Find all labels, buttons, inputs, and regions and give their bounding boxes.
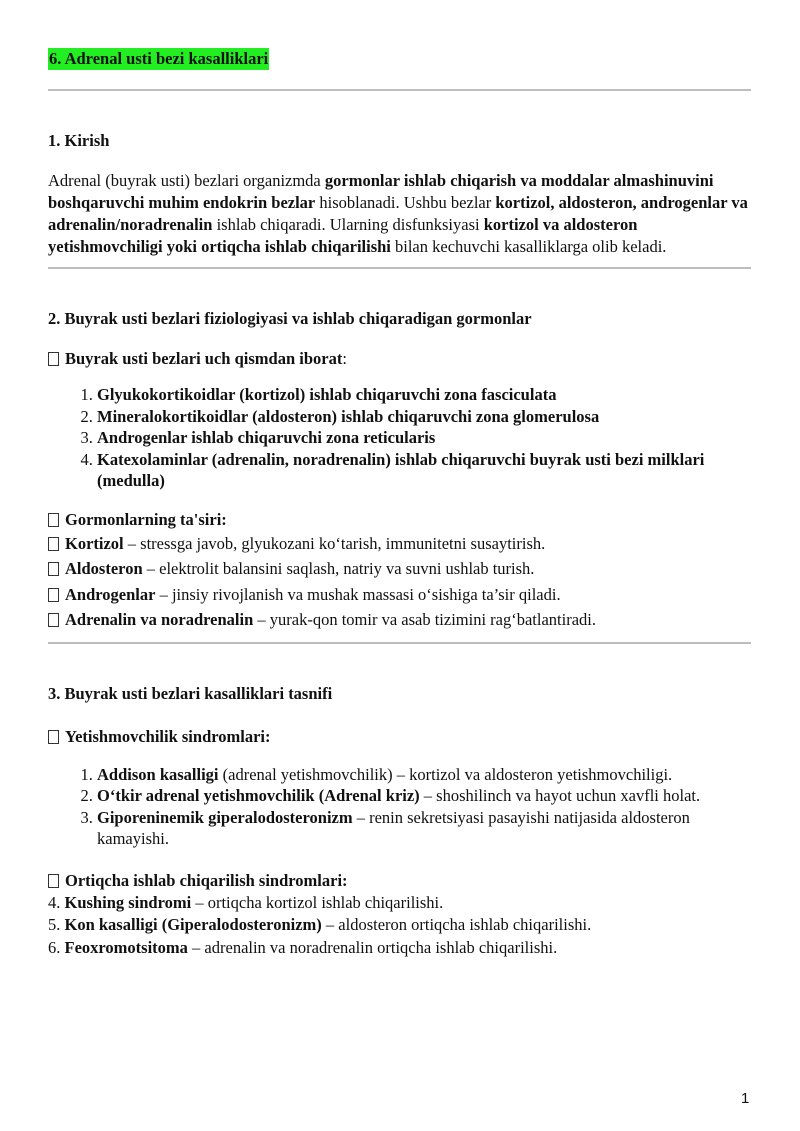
disease-desc: – ortiqcha kortizol ishlab chiqarilishi. (191, 892, 444, 912)
hormone-effect-item (48, 582, 751, 608)
missing-glyph-box-icon (48, 562, 59, 576)
disease-desc: – shoshilinch va hayot uchun xavfli holat. (419, 786, 701, 805)
missing-glyph-box-icon (48, 537, 59, 551)
disease-desc: – renin sekretsiyasi pasayishi natijasida aldosteron kamayishi. (97, 807, 690, 848)
section-3-heading: 3. Buyrak usti bezlari kasalliklari tasnifi (48, 683, 333, 703)
effects-list (48, 531, 751, 633)
intro-text: hisoblanadi. Ushbu bezlar (315, 193, 496, 212)
gland-part-text: Glyukokortikoidlar (kortizol) ishlab chiqaruvchi zona fasciculata (97, 385, 557, 404)
missing-glyph-box-icon (48, 874, 59, 888)
disease-name: Addison kasalligi (97, 764, 219, 784)
disease-name: Kushing sindromi (64, 892, 192, 912)
hormone-name: Androgenlar (65, 584, 156, 604)
excess-item (48, 892, 751, 915)
page-number: 1 (741, 1090, 750, 1107)
deficiency-item (97, 785, 751, 807)
intro-text: ishlab chiqaradi. Ularning disfunksiyasi (212, 215, 484, 234)
section-2-heading: 2. Buyrak usti bezlari fiziologiyasi va ishlab chiqaradigan gormonlar (48, 309, 532, 328)
missing-glyph-box-icon (48, 613, 59, 627)
hormone-effect-desc: – elektrolit balansini saqlash, natriy va suvni ushlab turish. (142, 559, 535, 578)
excess-item-number: 6. (48, 937, 65, 957)
excess-item-number: 5. (48, 915, 65, 934)
excess-list (48, 892, 751, 960)
hormone-name: Aldosteron (65, 559, 143, 578)
deficiency-item (97, 764, 751, 786)
effects-label: Gormonlarning ta'siri: (48, 509, 751, 531)
disease-name: O‘tkir adrenal yetishmovchilik (Adrenal kriz) (97, 786, 420, 805)
gland-part-text: Katexolaminlar (adrenalin, noradrenalin) ishlab chiqaruvchi buyrak usti bezi milklari (medulla) (97, 449, 705, 490)
disease-desc: – aldosteron ortiqcha ishlab chiqarilishi. (321, 915, 592, 934)
hormone-effect-desc: – yurak-qon tomir va asab tizimini rag‘batlantiradi. (253, 610, 596, 629)
missing-glyph-box-icon (48, 588, 59, 602)
divider (48, 89, 751, 91)
missing-glyph-box-icon (48, 352, 59, 366)
excess-label: Ortiqcha ishlab chiqarilish sindromlari: (48, 870, 751, 892)
divider (48, 642, 751, 644)
missing-glyph-box-icon (48, 730, 59, 744)
gland-part-text: Mineralokortikoidlar (aldosteron) ishlab chiqaruvchi zona glomerulosa (97, 406, 600, 426)
document-page (48, 48, 751, 959)
disease-name: Kon kasalligi (Giperalodosteronizm) (64, 915, 322, 934)
intro-text: bilan kechuvchi kasalliklarga olib keladi. (390, 237, 667, 256)
hormone-name: Kortizol (65, 533, 124, 553)
disease-desc: (adrenal yetishmovchilik) – kortizol va aldosteron yetishmovchiligi. (218, 764, 673, 784)
hormone-effect-desc: – jinsiy rivojlanish va mushak massasi o‘sishiga ta’sir qiladi. (155, 584, 561, 604)
deficiency-label: Yetishmovchilik sindromlari: (48, 726, 751, 748)
hormone-effect-item (48, 556, 751, 582)
intro-emphasis: kortizol va aldosteron yetishmovchiligi yoki ortiqcha ishlab chiqarilishi (48, 215, 638, 256)
parts-label: Buyrak usti bezlari uch qismdan iborat: (48, 348, 751, 370)
hormone-effect-item (48, 531, 751, 557)
intro-text: Adrenal (buyrak usti) bezlari organizmda (48, 171, 325, 190)
gland-part-text: Androgenlar ishlab chiqaruvchi zona reticularis (97, 428, 436, 447)
deficiency-item (97, 807, 751, 850)
gland-part-item (97, 406, 751, 428)
gland-part-item (97, 427, 751, 449)
section-1-heading: 1. Kirish (48, 131, 110, 150)
intro-emphasis: gormonlar ishlab chiqarish va moddalar almashinuvini boshqaruvchi muhim endokrin bezlar (48, 171, 714, 212)
excess-item (48, 914, 751, 937)
gland-part-item (97, 449, 751, 492)
divider (48, 267, 751, 269)
intro-emphasis: kortizol, aldosteron, androgenlar va adrenalin/noradrenalin (48, 193, 748, 234)
hormone-effect-desc: – stressga javob, glyukozani ko‘tarish, immunitetni susaytirish. (123, 533, 546, 553)
excess-item (48, 937, 751, 960)
intro-paragraph (48, 170, 751, 258)
hormone-name: Adrenalin va noradrenalin (65, 610, 254, 629)
disease-name: Feoxromotsitoma (64, 937, 188, 957)
hormone-effect-item (48, 607, 751, 633)
document-title: 6. Adrenal usti bezi kasalliklari (49, 49, 269, 68)
excess-item-number: 4. (48, 892, 65, 912)
disease-desc: – adrenalin va noradrenalin ortiqcha ishlab chiqarilishi. (187, 937, 558, 957)
missing-glyph-box-icon (48, 513, 59, 527)
parts-list (48, 384, 751, 492)
gland-part-item (97, 384, 751, 406)
deficiency-list (48, 764, 751, 850)
disease-name: Giporeninemik giperalodosteronizm (97, 807, 353, 827)
